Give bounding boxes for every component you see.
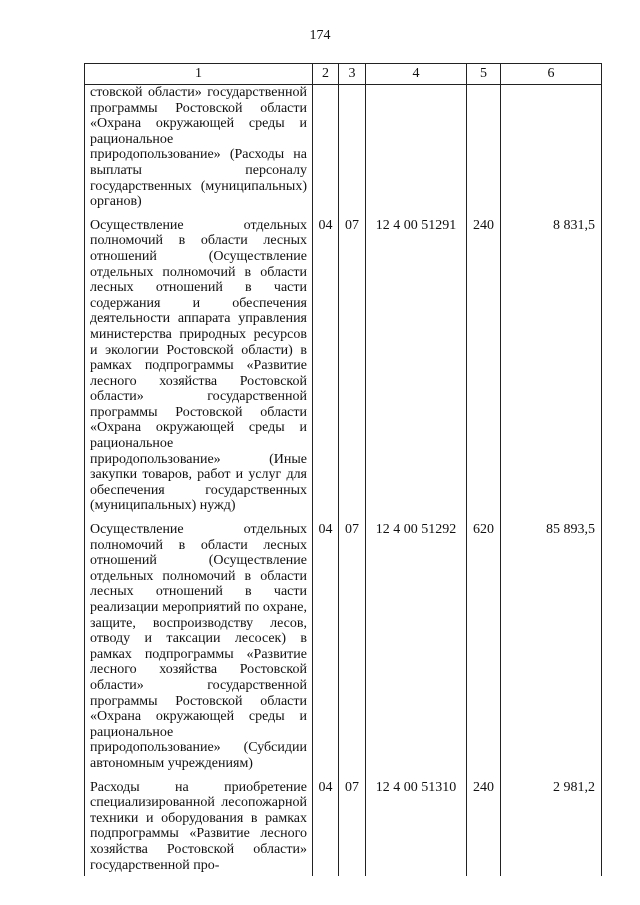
- row-target-code: 12 4 00 51291: [366, 213, 467, 517]
- header-col-1: 1: [85, 64, 313, 85]
- row-section: 04: [313, 213, 339, 517]
- table-row: [85, 517, 602, 775]
- row-description: стовской области» государственной программы Ростовской области «Охрана окружающей среды и рациональное природопользование» (Расходы на выплаты персоналу государственных (муниципальных) органов): [85, 85, 313, 213]
- row-description: Осуществление отдельных полномочий в области лесных отношений (Осуществление отдельных полномочий в области лесных отношений в части реализации мероприятий по охране, защите, воспроизводству лесов, отводу и таксации лесосек) в рамках подпрограммы «Развитие лесного хозяйства Ростовской области» государственной программы Ростовской области «Охрана окружающей среды и рациональное природопользование» (Субсидии автономным учреждениям): [85, 517, 313, 775]
- header-col-6: 6: [501, 64, 602, 85]
- row-target-code: [366, 85, 467, 213]
- row-section: [313, 85, 339, 213]
- row-amount: [501, 85, 602, 213]
- row-section: 04: [313, 775, 339, 877]
- header-col-4: 4: [366, 64, 467, 85]
- header-col-5: 5: [467, 64, 501, 85]
- row-amount: 85 893,5: [501, 517, 602, 775]
- row-target-code: 12 4 00 51292: [366, 517, 467, 775]
- table-header: [85, 64, 602, 85]
- row-subsection: 07: [339, 213, 366, 517]
- row-subsection: [339, 85, 366, 213]
- row-target-code: 12 4 00 51310: [366, 775, 467, 877]
- row-expense-type: 620: [467, 517, 501, 775]
- header-col-3: 3: [339, 64, 366, 85]
- budget-table: [84, 63, 602, 876]
- row-amount: 8 831,5: [501, 213, 602, 517]
- row-subsection: 07: [339, 775, 366, 877]
- table-row: [85, 213, 602, 517]
- table-row: [85, 85, 602, 213]
- row-expense-type: 240: [467, 775, 501, 877]
- row-description: Осуществление отдельных полномочий в области лесных отношений (Осуществление отдельных полномочий в области лесных отношений в части содержания и обеспечения деятельности аппарата управления министерства природных ресурсов и экологии Ростовской области) в рамках подпрограммы «Развитие лесного хозяйства Ростовской области» государственной программы Ростовской области «Охрана окружающей среды и рациональное природопользование» (Иные закупки товаров, работ и услуг для обеспечения государственных (муниципальных) нужд): [85, 213, 313, 517]
- row-expense-type: 240: [467, 213, 501, 517]
- row-section: 04: [313, 517, 339, 775]
- row-subsection: 07: [339, 517, 366, 775]
- row-description: Расходы на приобретение специализированной лесопожарной техники и оборудования в рамках подпрограммы «Развитие лесного хозяйства Ростовской области» государственной про-: [85, 775, 313, 877]
- header-col-2: 2: [313, 64, 339, 85]
- row-expense-type: [467, 85, 501, 213]
- row-amount: 2 981,2: [501, 775, 602, 877]
- table-row: [85, 775, 602, 877]
- page-number: 174: [309, 28, 331, 43]
